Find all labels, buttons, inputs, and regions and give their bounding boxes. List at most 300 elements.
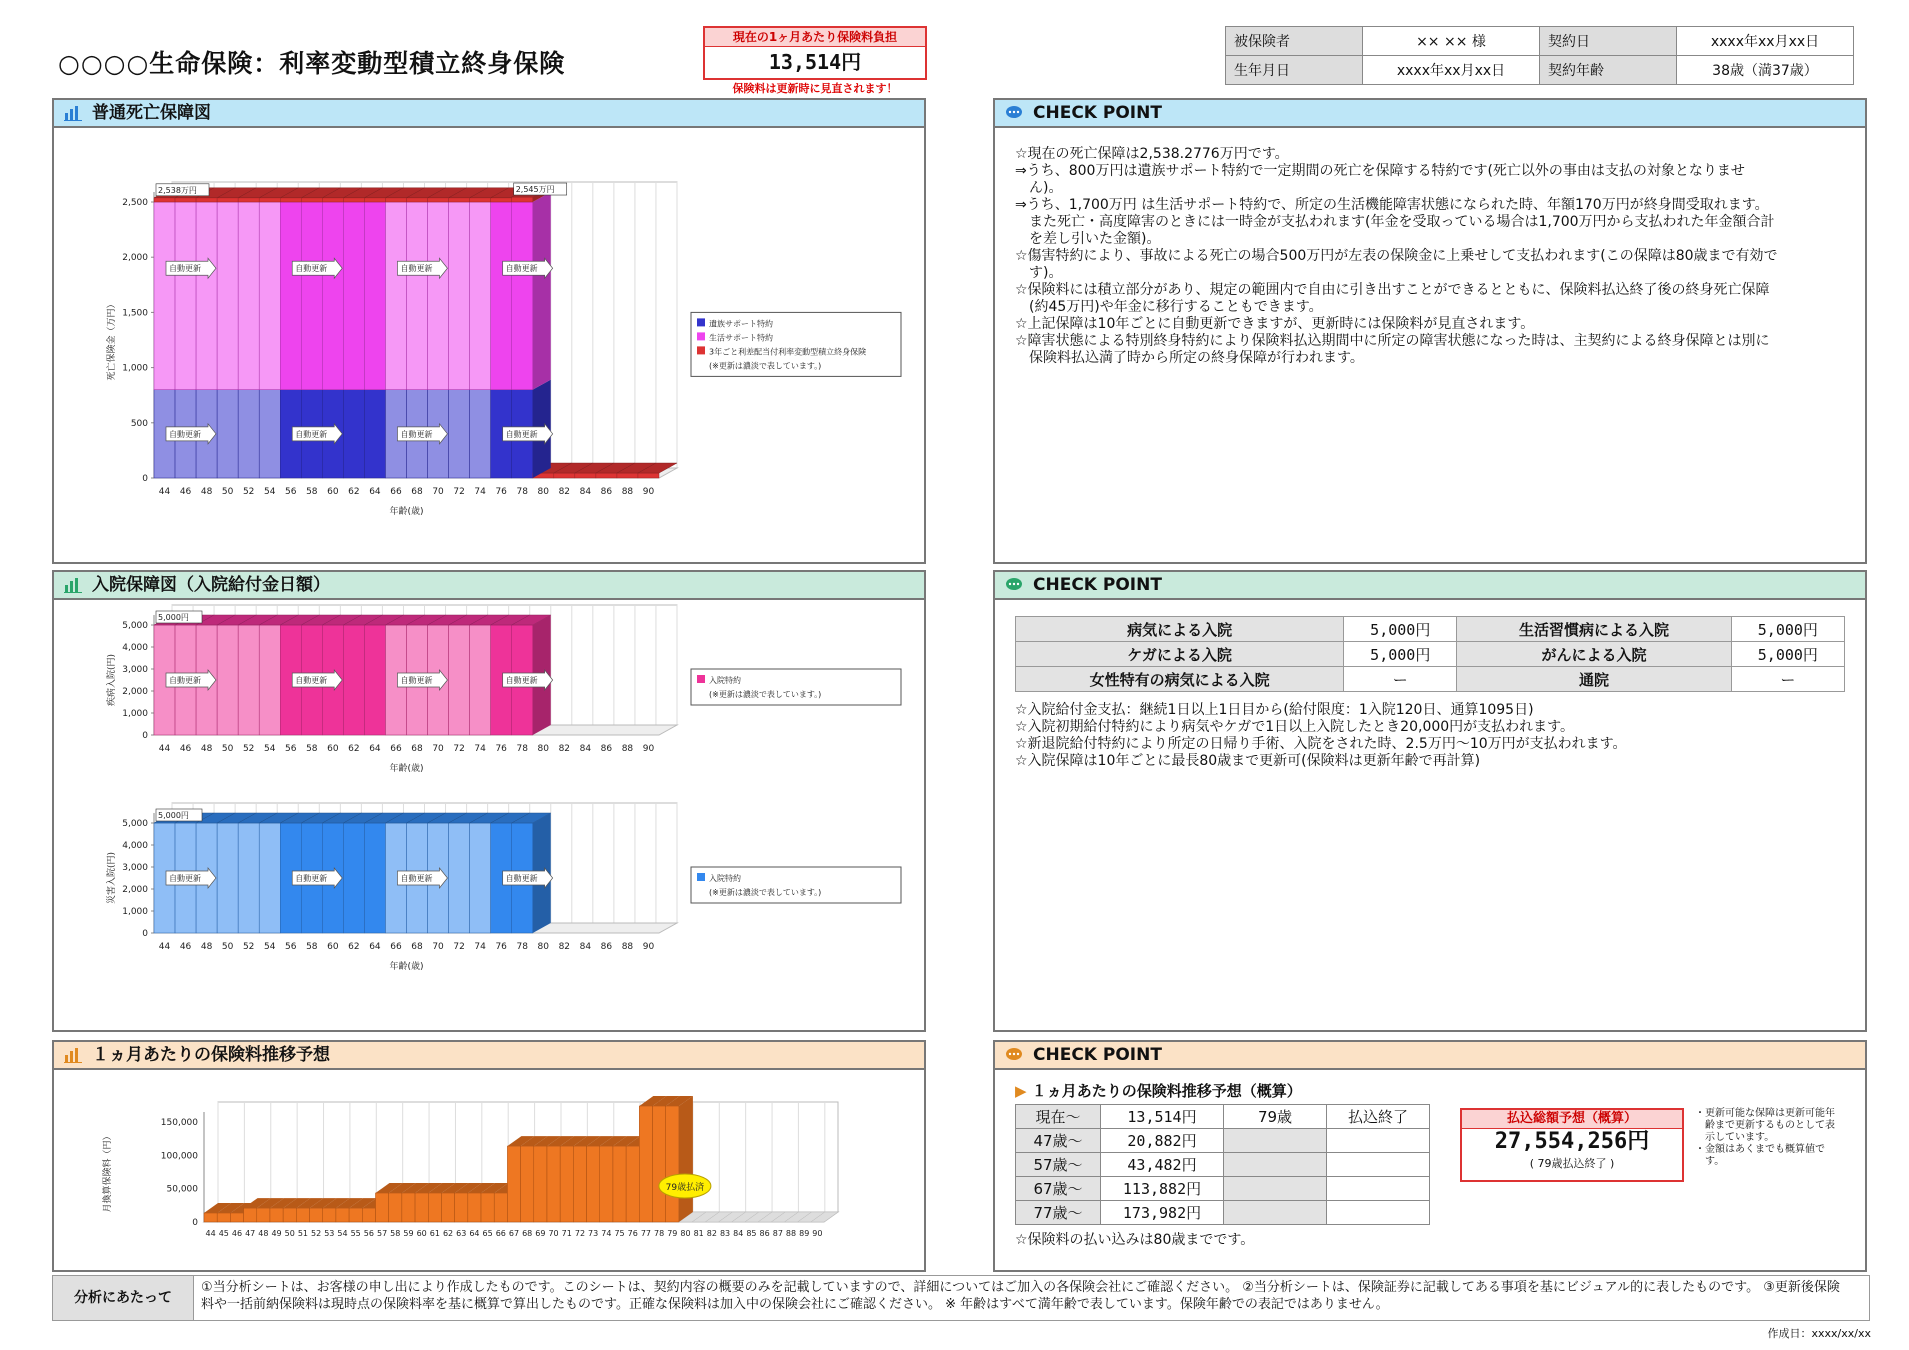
bar (455, 1193, 468, 1222)
table-cell: 43,482円 (1101, 1153, 1224, 1177)
bar (217, 202, 238, 390)
premium-note: 保険料は更新時に見直されます！ (732, 82, 898, 95)
x-tick-label: 54 (264, 744, 276, 754)
checkpoint-header (995, 1042, 1865, 1070)
x-tick-label: 58 (306, 744, 318, 754)
y-tick-label: 0 (142, 474, 148, 484)
bar (560, 1146, 573, 1222)
bar (349, 1208, 362, 1222)
x-tick-label: 64 (369, 942, 381, 952)
bar (217, 198, 238, 202)
checkpoint-line: ん)。 (1015, 180, 1063, 196)
x-tick-label: 78 (516, 487, 528, 497)
x-tick-label: 60 (416, 1229, 427, 1238)
bar (375, 1193, 388, 1222)
birth-value: xxxx年xx月xx日 (1363, 56, 1540, 85)
bar (491, 198, 512, 202)
table-cell: 生活習慣病による入院 (1457, 617, 1731, 642)
bar (407, 202, 428, 390)
legend-label: 3年ごと利差配当付利率変動型積立終身保険 (709, 347, 867, 357)
y-axis-label: 災害入院(円) (107, 851, 117, 905)
death-coverage-chart (54, 128, 920, 558)
table-cell: 5,000円 (1731, 617, 1844, 642)
bar (343, 625, 364, 735)
x-tick-label: 62 (348, 942, 360, 952)
x-tick-label: 77 (640, 1229, 652, 1238)
legend-swatch (697, 318, 705, 326)
legend-swatch (697, 873, 705, 881)
bar (428, 1193, 441, 1222)
checkpoint-line: ⇒うち、1,700万円 は生活サポート特約で、所定の生活機能障害状態になられた時、年額170万円が終身間受取れます。 (1015, 197, 1769, 213)
bar (449, 823, 470, 933)
legend-swatch (697, 346, 705, 354)
x-tick-label: 56 (285, 487, 297, 497)
bar (470, 625, 491, 735)
bar (666, 1106, 679, 1222)
bar (204, 1213, 217, 1222)
renew-label: 自動更新 (169, 264, 201, 274)
x-tick-label: 64 (469, 1229, 480, 1238)
x-tick-label: 46 (179, 744, 192, 754)
hospital-benefit-table (1015, 616, 1845, 692)
insured-label: 被保険者 (1226, 27, 1363, 56)
checkpoint-hospital-panel (993, 570, 1867, 1032)
bar (428, 202, 449, 390)
data-label: 5,000円 (158, 811, 189, 820)
bar (364, 202, 385, 390)
x-tick-label: 66 (390, 744, 402, 754)
bar (364, 823, 385, 933)
legend-label: 生活サポート特約 (709, 333, 773, 343)
x-tick-label: 57 (376, 1229, 388, 1238)
bar (512, 202, 533, 390)
contract-date-value: xxxx年xx月xx日 (1677, 27, 1854, 56)
table-cell: 57歳〜 (1016, 1153, 1101, 1177)
bar (364, 390, 385, 478)
x-tick-label: 60 (327, 942, 339, 952)
x-tick-label: 70 (432, 487, 444, 497)
x-tick-label: 50 (221, 487, 234, 497)
bar (257, 1208, 270, 1222)
checkpoint-hospital-text (1015, 702, 1627, 770)
x-tick-label: 89 (799, 1229, 810, 1238)
x-tick-label: 70 (432, 942, 444, 952)
x-tick-label: 64 (369, 744, 381, 754)
table-cell: 5,000円 (1731, 642, 1844, 667)
y-tick-label: 2,000 (122, 885, 148, 895)
table-cell: 現在〜 (1016, 1105, 1101, 1129)
legend-swatch (697, 675, 705, 683)
table-cell: 79歳 (1224, 1105, 1327, 1129)
checkpoint-death-text (1015, 146, 1778, 367)
x-tick-label: 86 (759, 1229, 770, 1238)
table-cell: 67歳〜 (1016, 1177, 1101, 1201)
x-tick-label: 82 (558, 942, 571, 952)
checkpoint-line: ☆上記保障は10年ごとに自動更新できますが、更新時には保険料が見直されます。 (1015, 316, 1535, 332)
x-tick-label: 66 (495, 1229, 506, 1238)
bar (259, 390, 280, 478)
x-tick-label: 44 (205, 1229, 216, 1238)
bar (626, 1146, 639, 1222)
legend-note: (※更新は濃淡で表しています。) (709, 888, 822, 897)
x-tick-label: 82 (558, 744, 571, 754)
bar (600, 1146, 613, 1222)
x-tick-label: 80 (537, 744, 549, 754)
bar (385, 202, 406, 390)
bar (310, 1208, 323, 1222)
bar (217, 625, 238, 735)
x-tick-label: 55 (350, 1229, 361, 1238)
bar (389, 1193, 402, 1222)
premium-forecast-chart (54, 1070, 920, 1266)
analysis-notes-label: 分析にあたって (53, 1276, 194, 1320)
x-tick-label: 60 (327, 744, 339, 754)
bar (296, 1208, 309, 1222)
x-tick-label: 56 (285, 744, 297, 754)
y-tick-label: 2,500 (122, 198, 148, 208)
bar (364, 625, 385, 735)
x-tick-label: 56 (363, 1229, 374, 1238)
bar (196, 202, 217, 390)
x-tick-label: 48 (258, 1229, 269, 1238)
x-tick-label: 74 (601, 1229, 612, 1238)
bar (283, 1208, 296, 1222)
policy-info-table (1225, 26, 1854, 85)
x-tick-label: 70 (548, 1229, 559, 1238)
bar (322, 198, 343, 202)
bar (470, 202, 491, 390)
created-date: 作成日：xxxx/xx/xx (1767, 1327, 1871, 1340)
x-tick-label: 64 (369, 487, 381, 497)
bar (238, 625, 259, 735)
table-cell: ー (1344, 667, 1457, 692)
x-tick-label: 54 (337, 1229, 348, 1238)
current-premium-value: 13,514円 (768, 50, 862, 74)
y-tick-label: 1,000 (122, 907, 148, 917)
premium-note-line: 齢まで更新するものとして表 (1695, 1120, 1835, 1131)
y-axis-label: 月換算保険料（円） (103, 1131, 113, 1213)
bar (301, 202, 322, 390)
bar (407, 198, 428, 202)
premium-note-line: ・金額はあくまでも概算値で (1695, 1144, 1825, 1155)
x-tick-label: 44 (158, 744, 171, 754)
x-tick-label: 58 (390, 1229, 401, 1238)
x-tick-label: 46 (179, 487, 192, 497)
y-tick-label: 0 (142, 731, 148, 741)
x-tick-label: 70 (432, 744, 444, 754)
x-tick-label: 68 (411, 487, 423, 497)
checkpoint-line: ☆入院給付金支払：継続1日以上1日目から(給付限度：1入院120日、通算1095日) (1015, 702, 1534, 718)
total-payment-label: 払込総額予想（概算） (1462, 1110, 1682, 1129)
bar (259, 625, 280, 735)
x-tick-label: 45 (218, 1229, 229, 1238)
callout-label: 79歳払済 (665, 1183, 705, 1193)
x-tick-label: 79 (667, 1229, 678, 1238)
x-axis-label: 年齢(歳) (389, 962, 424, 972)
table-cell: 13,514円 (1101, 1105, 1224, 1129)
x-tick-label: 46 (179, 942, 192, 952)
checkpoint-title: CHECK POINT (1033, 1045, 1162, 1065)
bar (639, 1106, 652, 1222)
premium-forecast-header (54, 1042, 924, 1070)
y-tick-label: 2,000 (122, 687, 148, 697)
analysis-notes-text (201, 1279, 1861, 1313)
x-tick-label: 82 (706, 1229, 717, 1238)
table-row (1016, 667, 1845, 692)
bar (217, 1213, 230, 1222)
x-tick-label: 66 (390, 942, 402, 952)
legend-label: 入院特約 (709, 874, 741, 883)
checkpoint-title: CHECK POINT (1033, 103, 1162, 123)
premium-notes (1695, 1108, 1835, 1168)
data-label: 5,000円 (158, 613, 189, 622)
bar (428, 198, 449, 202)
bar (587, 1146, 600, 1222)
x-axis-label: 年齢(歳) (389, 764, 424, 774)
illness-hospital-chart (54, 600, 920, 800)
x-tick-label: 56 (285, 942, 297, 952)
renew-label: 自動更新 (400, 676, 433, 685)
speech-bubble-icon (1005, 577, 1023, 593)
checkpoint-title: CHECK POINT (1033, 575, 1162, 595)
bar (596, 473, 617, 478)
x-tick-label: 54 (264, 942, 276, 952)
x-tick-label: 76 (495, 942, 507, 952)
death-coverage-title: 普通死亡保障図 (92, 103, 211, 123)
y-tick-label: 150,000 (160, 1118, 198, 1128)
premium-subtitle (1015, 1080, 1302, 1101)
bar (449, 202, 470, 390)
x-tick-label: 68 (411, 942, 423, 952)
x-tick-label: 49 (271, 1229, 282, 1238)
renew-label: 自動更新 (169, 429, 201, 439)
x-tick-label: 83 (719, 1229, 731, 1238)
bar (449, 625, 470, 735)
legend-label: 遺族サポート特約 (709, 319, 773, 329)
premium-footer-text: ☆保険料の払い込みは80歳までです。 (1015, 1232, 1255, 1248)
bar (175, 202, 196, 390)
x-tick-label: 84 (579, 942, 592, 952)
checkpoint-line: 保険料払込満了時から所定の終身保障が行われます。 (1015, 350, 1364, 366)
table-cell: がんによる入院 (1457, 642, 1731, 667)
checkpoint-line: を差し引いた金額)。 (1015, 231, 1161, 247)
renew-label: 自動更新 (505, 874, 538, 883)
table-row (1016, 642, 1845, 667)
x-tick-label: 82 (558, 487, 571, 497)
table-cell: 女性特有の病気による入院 (1016, 667, 1344, 692)
x-tick-label: 46 (231, 1229, 243, 1238)
x-tick-label: 66 (390, 487, 402, 497)
legend-box (691, 669, 901, 705)
bar (638, 473, 659, 478)
x-tick-label: 54 (264, 487, 276, 497)
x-tick-label: 86 (600, 942, 613, 952)
bar (238, 823, 259, 933)
bar (494, 1193, 507, 1222)
x-tick-label: 61 (429, 1229, 440, 1238)
premium-note-line: す。 (1695, 1156, 1725, 1167)
bar (343, 198, 364, 202)
bar (617, 473, 638, 478)
bar (507, 1146, 520, 1222)
bar-side (679, 1096, 693, 1222)
checkpoint-line: ☆現在の死亡保障は2,538.2776万円です。 (1015, 146, 1289, 162)
bar (175, 198, 196, 202)
premium-note-line: 示しています。 (1695, 1132, 1775, 1143)
premium-forecast-title: １ヵ月あたりの保険料推移予想 (92, 1045, 330, 1065)
bar (534, 1146, 547, 1222)
renew-label: 自動更新 (505, 264, 538, 274)
x-tick-label: 85 (746, 1229, 757, 1238)
x-tick-label: 86 (600, 487, 613, 497)
checkpoint-line: また死亡・高度障害のときには一時金が支払われます(年金を受取っている場合は1,700万円から支払われた年金額合計 (1015, 214, 1775, 230)
x-tick-label: 58 (306, 942, 318, 952)
x-tick-label: 80 (680, 1229, 691, 1238)
speech-bubble-icon (1005, 105, 1023, 121)
x-tick-label: 68 (522, 1229, 533, 1238)
bar (280, 202, 301, 390)
x-tick-label: 80 (537, 942, 549, 952)
bar (343, 823, 364, 933)
bar (238, 198, 259, 202)
renew-label: 自動更新 (505, 676, 538, 685)
x-tick-label: 84 (733, 1229, 744, 1238)
bar (238, 390, 259, 478)
checkpoint-header (995, 100, 1865, 128)
bar (653, 1106, 666, 1222)
x-tick-label: 88 (785, 1229, 797, 1238)
bar (364, 198, 385, 202)
accident-hospital-chart (54, 798, 920, 998)
x-tick-label: 65 (482, 1229, 493, 1238)
x-tick-label: 72 (574, 1229, 586, 1238)
renew-label: 自動更新 (295, 874, 328, 883)
bar (481, 1193, 494, 1222)
checkpoint-line: ☆入院初期給付特約により病気やケガで1日以上入院したとき20,000円が支払われます。 (1015, 719, 1575, 735)
bar (280, 198, 301, 202)
x-tick-label: 68 (411, 744, 423, 754)
table-cell: 20,882円 (1101, 1129, 1224, 1153)
bar (196, 198, 217, 202)
bar (259, 823, 280, 933)
renew-label: 自動更新 (400, 429, 433, 439)
bar-side (533, 192, 551, 390)
x-tick-label: 53 (324, 1229, 335, 1238)
checkpoint-line: ☆入院保障は10年ごとに最長80歳まで更新可(保険料は更新年齢で再計算) (1015, 753, 1481, 769)
data-label: 2,545万円 (515, 185, 555, 195)
x-tick-label: 90 (642, 942, 655, 952)
bar-chart-icon (64, 577, 82, 593)
bar (512, 197, 533, 202)
bar (385, 198, 406, 202)
y-tick-label: 1,500 (122, 308, 148, 319)
legend-label: 入院特約 (709, 676, 741, 685)
current-premium-box (703, 26, 927, 80)
bar (323, 1208, 336, 1222)
checkpoint-premium-panel (993, 1040, 1867, 1272)
renew-label: 自動更新 (505, 429, 538, 439)
premium-subtitle-text: １ヵ月あたりの保険料推移予想（概算） (1031, 1082, 1302, 1100)
x-tick-label: 74 (474, 487, 486, 497)
bar (230, 1213, 243, 1222)
x-tick-label: 62 (442, 1229, 454, 1238)
y-tick-label: 5,000 (122, 819, 148, 829)
checkpoint-death-panel (993, 98, 1867, 564)
page-title: ○○○○生命保険：利率変動型積立終身保険 (58, 49, 566, 78)
legend-swatch (697, 332, 705, 340)
analysis-notes (52, 1275, 1870, 1321)
y-axis-label: 疾病入院(円) (107, 653, 117, 707)
checkpoint-header (995, 572, 1865, 600)
legend-note: (※更新は濃淡で表しています。) (709, 361, 822, 371)
y-tick-label: 4,000 (122, 643, 148, 653)
x-tick-label: 58 (306, 487, 318, 497)
bar (154, 198, 175, 202)
x-tick-label: 78 (516, 942, 528, 952)
x-tick-label: 74 (474, 744, 486, 754)
x-tick-label: 48 (200, 942, 213, 952)
legend-box (691, 867, 901, 903)
x-tick-label: 84 (579, 487, 592, 497)
checkpoint-line: す)。 (1015, 265, 1063, 281)
checkpoint-line: ☆保険料には積立部分があり、規定の範囲内で自由に引き出すことができるとともに、保険料払込終了後の終身死亡保障 (1015, 282, 1770, 298)
x-tick-label: 52 (242, 487, 255, 497)
bar (244, 1208, 257, 1222)
death-coverage-panel (52, 98, 926, 564)
bar (449, 390, 470, 478)
checkpoint-line: (約45万円)や年金に移行することもできます。 (1015, 299, 1323, 315)
x-tick-label: 74 (474, 942, 486, 952)
x-tick-label: 47 (245, 1229, 256, 1238)
x-tick-label: 63 (456, 1229, 467, 1238)
x-tick-label: 44 (158, 942, 171, 952)
bar-chart-icon (64, 1047, 82, 1063)
renew-label: 自動更新 (295, 264, 328, 274)
x-tick-label: 44 (158, 487, 171, 497)
renew-label: 自動更新 (400, 264, 433, 274)
total-payment-sub: ( 79歳払込終了 ) (1529, 1157, 1615, 1170)
renew-label: 自動更新 (295, 429, 328, 439)
x-axis-label: 年齢(歳) (389, 507, 424, 517)
x-tick-label: 75 (614, 1229, 625, 1238)
x-tick-label: 84 (579, 744, 592, 754)
x-tick-label: 71 (561, 1229, 572, 1238)
bar (259, 198, 280, 202)
total-payment-box (1460, 1108, 1684, 1182)
bar (154, 202, 175, 390)
premium-transition-table (1015, 1104, 1430, 1225)
x-tick-label: 52 (242, 942, 255, 952)
bar (336, 1208, 349, 1222)
x-tick-label: 78 (654, 1229, 665, 1238)
x-tick-label: 76 (495, 487, 507, 497)
table-cell: 通院 (1457, 667, 1731, 692)
data-label: 2,538万円 (158, 185, 197, 195)
x-tick-label: 90 (812, 1229, 823, 1238)
checkpoint-line: ⇒うち、800万円は遺族サポート特約で一定期間の死亡を保障する特約です(死亡以外の事由は支払の対象となりませ (1015, 163, 1745, 179)
x-tick-label: 90 (642, 487, 655, 497)
bar (573, 1146, 586, 1222)
y-tick-label: 5,000 (122, 621, 148, 631)
x-tick-label: 50 (221, 942, 234, 952)
birth-label: 生年月日 (1226, 56, 1363, 85)
table-cell: 5,000円 (1344, 617, 1457, 642)
y-tick-label: 4,000 (122, 841, 148, 851)
x-tick-label: 88 (621, 487, 634, 497)
legend-note: (※更新は濃淡で表しています。) (709, 690, 822, 699)
triangle-icon: ▶ (1015, 1082, 1027, 1100)
table-cell: ケガによる入院 (1016, 642, 1344, 667)
